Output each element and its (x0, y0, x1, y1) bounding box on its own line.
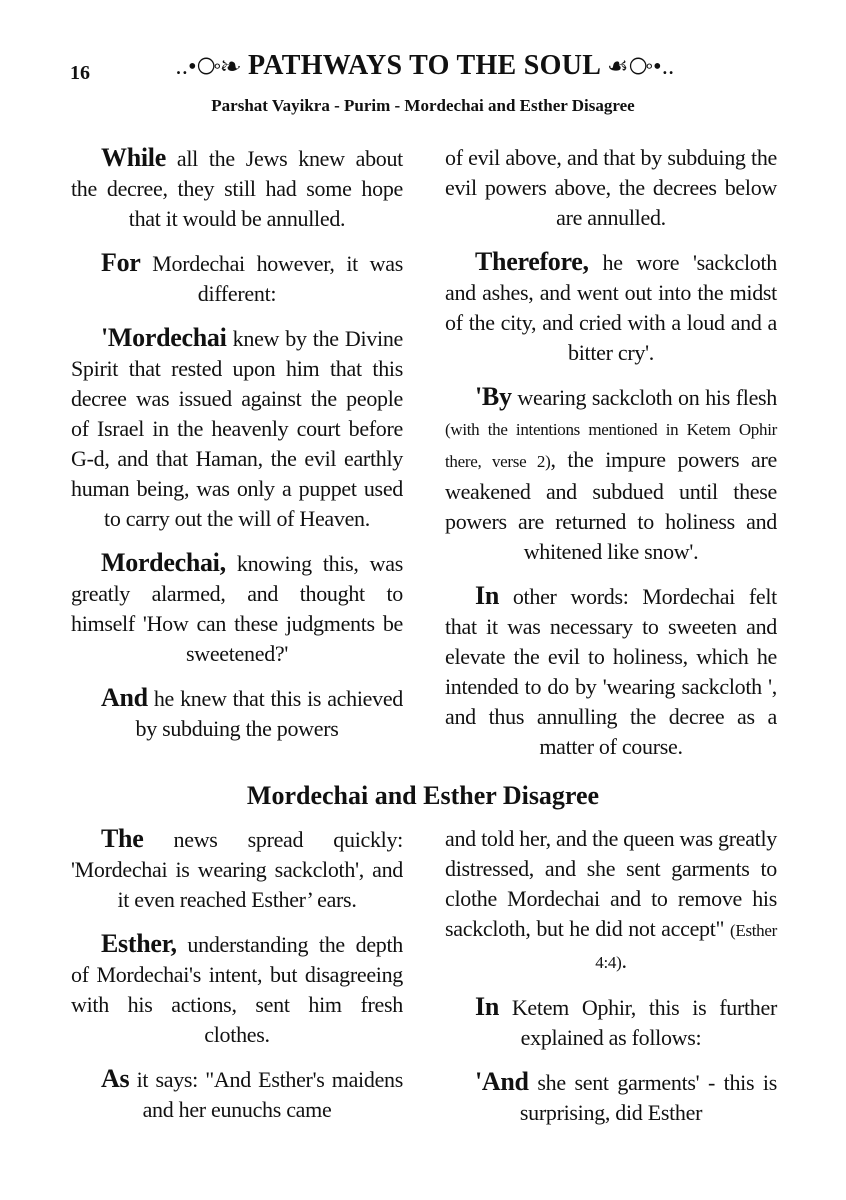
lead-word: 'By (475, 382, 512, 411)
lead-word: The (101, 824, 144, 853)
paragraph-text: of evil above, and that by subduing the evil powers above, the decrees below are annulled. (445, 145, 777, 230)
paragraph-text: understanding the depth of Mordechai's intent, but disagreeing with his actions, sent him fresh clothes. (71, 932, 403, 1047)
ornament-left-icon: ..•⧂❧ (175, 54, 241, 80)
paragraph (445, 382, 777, 567)
citation: (Esther 4:4) (595, 921, 777, 972)
lead-word: Esther, (101, 929, 177, 958)
paragraph-text: . (621, 948, 627, 973)
paragraph (445, 1067, 777, 1128)
paragraph-text: wearing sackcloth on his flesh (511, 385, 777, 410)
lead-word: For (101, 248, 141, 277)
paragraph (71, 683, 403, 744)
page-number: 16 (70, 62, 90, 84)
paragraph-text: and told her, and the queen was greatly distressed, and she sent garments to clothe Mordechai and to remove his sackcloth, but he did not accept" (445, 826, 777, 941)
paragraph-text: he wore 'sackcloth and ashes, and went out into the midst of the city, and cried with a loud and a bitter cry'. (445, 250, 777, 365)
paragraph (445, 824, 777, 978)
paragraph (445, 581, 777, 762)
paragraph (445, 247, 777, 368)
lead-word: Mordechai, (101, 548, 226, 577)
left-column-section2 (71, 824, 403, 1139)
paragraph (71, 143, 403, 234)
paragraph (71, 824, 403, 915)
paragraph-text: knew by the Divine Spirit that rested upon him that this decree was issued against the people of Israel in the heavenly court before G-d, and that Haman, the evil earthly human being, was only a puppet used to carry out the will of Heaven. (71, 326, 403, 531)
paragraph-text: Mordechai however, it was different: (140, 251, 403, 306)
lead-word: 'And (475, 1067, 529, 1096)
left-column-section1 (71, 143, 403, 758)
paragraph (445, 992, 777, 1053)
lead-word: And (101, 683, 148, 712)
section-title: Mordechai and Esther Disagree (246, 781, 600, 810)
paragraph-text: she sent garments' - this is surprising, did Esther (519, 1070, 777, 1125)
lead-word: In (475, 581, 499, 610)
book-title: PATHWAYS TO THE SOUL (247, 50, 600, 81)
right-column-section1 (445, 143, 777, 776)
paragraph (71, 323, 403, 534)
ornament-right-icon: ☙⧂•.. (607, 54, 675, 80)
paragraph (71, 1064, 403, 1125)
paragraph-text: , the impure powers are weakened and subdued until these powers are returned to holiness and whitened like snow'. (445, 447, 777, 564)
paragraph-text: knowing this, was greatly alarmed, and thought to himself 'How can these judgments be sweetened?' (71, 551, 403, 666)
citation: (with the intentions mentioned in Ketem Ophir there, verse 2) (445, 420, 777, 471)
lead-word: 'Mordechai (101, 323, 227, 352)
lead-word: In (475, 992, 499, 1021)
paragraph (71, 929, 403, 1050)
paragraph-text: Ketem Ophir, this is further explained as follows: (498, 995, 777, 1050)
right-column-section2 (445, 824, 777, 1142)
paragraph (445, 143, 777, 233)
lead-word: As (101, 1064, 130, 1093)
chapter-subtitle: Parshat Vayikra - Purim - Mordechai and Esther Disagree (211, 96, 635, 115)
paragraph-text: news spread quickly: 'Mordechai is wearing sackcloth', and it even reached Esther’ ears. (71, 827, 403, 912)
paragraph (71, 248, 403, 309)
running-head (130, 50, 720, 82)
lead-word: Therefore, (475, 247, 589, 276)
lead-word: While (101, 143, 166, 172)
paragraph-text: all the Jews knew about the decree, they still had some hope that it would be annulled. (71, 146, 403, 231)
paragraph (71, 548, 403, 669)
paragraph-text: he knew that this is achieved by subduing the powers (135, 686, 403, 741)
paragraph-text: it says: "And Esther's maidens and her eunuchs came (129, 1067, 403, 1122)
paragraph-text: other words: Mordechai felt that it was necessary to sweeten and elevate the evil to holiness, which he intended to do by 'wearing sackcloth ', and thus annulling the decree as a matter of course. (445, 584, 777, 759)
